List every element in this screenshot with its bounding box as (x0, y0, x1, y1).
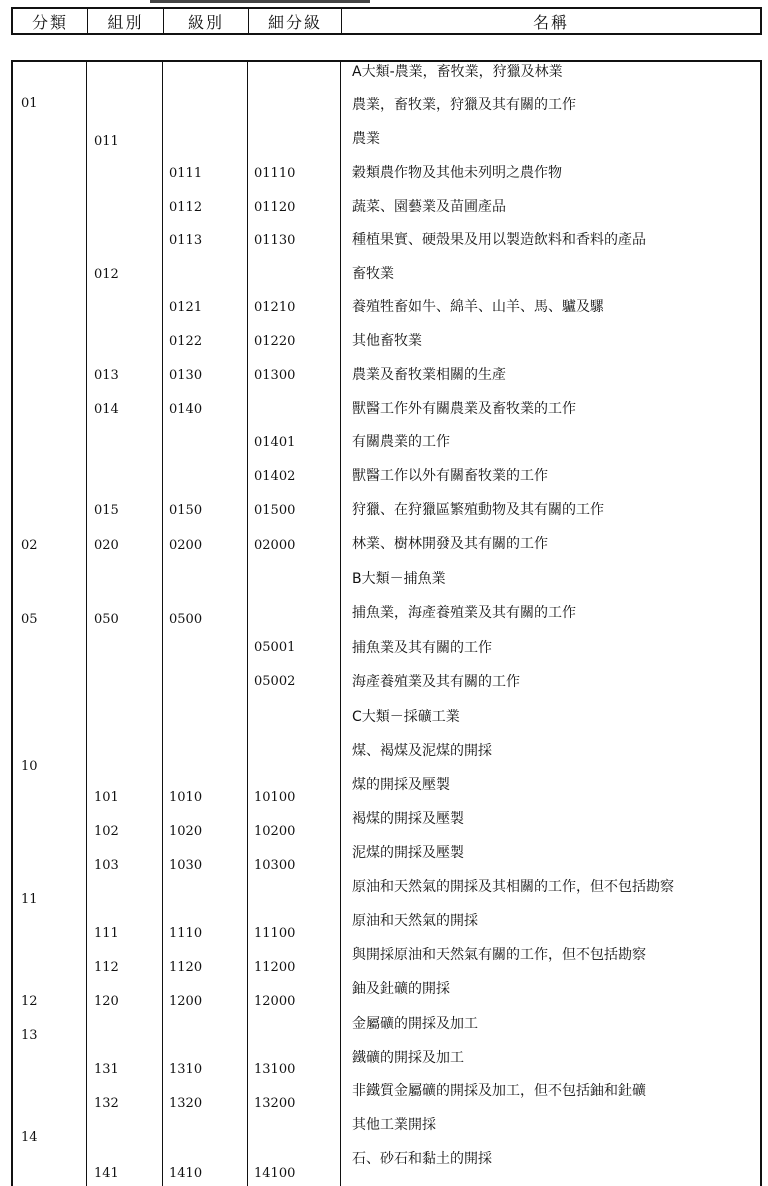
row-26-class: 1120 (169, 960, 203, 975)
column-divider (162, 62, 163, 1186)
row-11-subclass: 01401 (254, 435, 296, 450)
row-10-class: 0140 (169, 402, 203, 417)
row-24-name: 原油和天然氣的開採及其相關的工作，但不包括勘察 (352, 879, 674, 895)
row-13-subclass: 01500 (254, 503, 296, 518)
row-22-name: 褐煤的開採及壓製 (352, 811, 464, 827)
row-32-name: 石、砂石和黏土的開採 (352, 1151, 492, 1167)
row-23-name: 泥煤的開採及壓製 (352, 845, 464, 861)
row-6-name: 畜牧業 (352, 266, 394, 282)
row-22-class: 1020 (169, 824, 203, 839)
row-12-name: 獸醫工作以外有關畜牧業的工作 (352, 468, 548, 484)
row-5-name: 種植果實、硬殼果及用以製造飲料和香料的產品 (352, 232, 646, 248)
cropped-heading-fragment (150, 0, 370, 3)
row-16-name: 捕魚業，海產養殖業及其有關的工作 (352, 605, 576, 621)
row-16-class: 0500 (169, 612, 203, 627)
row-11-name: 有關農業的工作 (352, 434, 450, 450)
row-21-class: 1010 (169, 790, 203, 805)
row-28-division: 13 (21, 1028, 38, 1043)
row-0-name: A大類-農業，畜牧業，狩獵及林業 (352, 64, 563, 80)
row-23-subclass: 10300 (254, 858, 296, 873)
row-8-name: 其他畜牧業 (352, 333, 422, 349)
row-10-name: 獸醫工作外有關農業及畜牧業的工作 (352, 401, 576, 417)
row-1-name: 農業，畜牧業，狩獵及其有關的工作 (352, 97, 576, 113)
row-24-division: 11 (21, 892, 38, 907)
row-7-subclass: 01210 (254, 300, 296, 315)
column-divider (86, 62, 87, 1186)
column-divider (247, 62, 248, 1186)
row-8-subclass: 01220 (254, 334, 296, 349)
row-18-name: 海產養殖業及其有關的工作 (352, 674, 520, 690)
row-30-subclass: 13200 (254, 1096, 296, 1111)
row-13-class: 0150 (169, 503, 203, 518)
row-3-name: 穀類農作物及其他未列明之農作物 (352, 165, 562, 181)
row-29-class: 1310 (169, 1062, 203, 1077)
row-7-class: 0121 (169, 300, 203, 315)
row-27-name: 鈾及釷礦的開採 (352, 981, 450, 997)
row-9-class: 0130 (169, 368, 203, 383)
row-9-group: 013 (94, 368, 119, 383)
row-16-division: 05 (21, 612, 38, 627)
row-26-group: 112 (94, 960, 119, 975)
header-name: 名稱 (532, 12, 569, 32)
classification-table (11, 60, 762, 1186)
row-17-name: 捕魚業及其有關的工作 (352, 640, 492, 656)
row-9-subclass: 01300 (254, 368, 296, 383)
table-header (11, 7, 762, 35)
row-16-group: 050 (94, 612, 119, 627)
row-32-class: 1410 (169, 1166, 203, 1181)
row-22-group: 102 (94, 824, 119, 839)
header-group: 組別 (88, 9, 164, 33)
row-22-subclass: 10200 (254, 824, 296, 839)
column-divider (340, 62, 341, 1186)
row-7-name: 養殖牲畜如牛、綿羊、山羊、馬、驢及騾 (352, 299, 604, 315)
row-13-name: 狩獵、在狩獵區繁殖動物及其有關的工作 (352, 502, 604, 518)
row-25-name: 原油和天然氣的開採 (352, 913, 478, 929)
row-30-name: 非鐵質金屬礦的開採及加工，但不包括鈾和釷礦 (352, 1083, 646, 1099)
row-26-name: 與開採原油和天然氣有關的工作，但不包括勘察 (352, 947, 646, 963)
row-23-class: 1030 (169, 858, 203, 873)
row-4-class: 0112 (169, 200, 203, 215)
row-31-division: 14 (21, 1130, 38, 1145)
row-28-name: 金屬礦的開採及加工 (352, 1016, 478, 1032)
row-31-name: 其他工業開採 (352, 1117, 436, 1133)
row-6-group: 012 (94, 267, 119, 282)
row-23-group: 103 (94, 858, 119, 873)
row-32-subclass: 14100 (254, 1166, 296, 1181)
row-29-name: 鐵礦的開採及加工 (352, 1050, 464, 1066)
row-10-group: 014 (94, 402, 119, 417)
row-20-name: 煤、褐煤及泥煤的開採 (352, 743, 492, 759)
row-27-subclass: 12000 (254, 994, 296, 1009)
row-13-group: 015 (94, 503, 119, 518)
row-5-subclass: 01130 (254, 233, 296, 248)
row-14-division: 02 (21, 538, 38, 553)
header-class: 級別 (164, 9, 249, 33)
row-27-class: 1200 (169, 994, 203, 1009)
row-2-name: 農業 (352, 131, 380, 147)
row-4-name: 蔬菜、園藝業及苗圃產品 (352, 199, 506, 215)
row-27-group: 120 (94, 994, 119, 1009)
row-20-division: 10 (21, 759, 38, 774)
row-2-group: 011 (94, 134, 119, 149)
row-1-division: 01 (21, 96, 38, 111)
row-25-group: 111 (94, 926, 119, 941)
row-5-class: 0113 (169, 233, 203, 248)
header-division: 分類 (13, 9, 88, 33)
row-21-group: 101 (94, 790, 119, 805)
row-29-subclass: 13100 (254, 1062, 296, 1077)
row-3-subclass: 01110 (254, 166, 296, 181)
header-subclass: 細分級 (249, 9, 342, 33)
row-27-division: 12 (21, 994, 38, 1009)
row-15-name: B大類－捕魚業 (352, 571, 446, 587)
row-25-subclass: 11100 (254, 926, 296, 941)
row-14-class: 0200 (169, 538, 203, 553)
row-18-subclass: 05002 (254, 674, 296, 689)
row-14-name: 林業、樹林開發及其有關的工作 (352, 536, 548, 552)
row-26-subclass: 11200 (254, 960, 296, 975)
row-14-subclass: 02000 (254, 538, 296, 553)
row-21-subclass: 10100 (254, 790, 296, 805)
row-17-subclass: 05001 (254, 640, 296, 655)
row-14-group: 020 (94, 538, 119, 553)
row-30-class: 1320 (169, 1096, 203, 1111)
row-32-group: 141 (94, 1166, 119, 1181)
row-19-name: C大類－採礦工業 (352, 709, 460, 725)
row-3-class: 0111 (169, 166, 203, 181)
row-4-subclass: 01120 (254, 200, 296, 215)
row-9-name: 農業及畜牧業相關的生產 (352, 367, 506, 383)
row-21-name: 煤的開採及壓製 (352, 777, 450, 793)
row-30-group: 132 (94, 1096, 119, 1111)
row-29-group: 131 (94, 1062, 119, 1077)
row-12-subclass: 01402 (254, 469, 296, 484)
row-8-class: 0122 (169, 334, 203, 349)
row-25-class: 1110 (169, 926, 203, 941)
